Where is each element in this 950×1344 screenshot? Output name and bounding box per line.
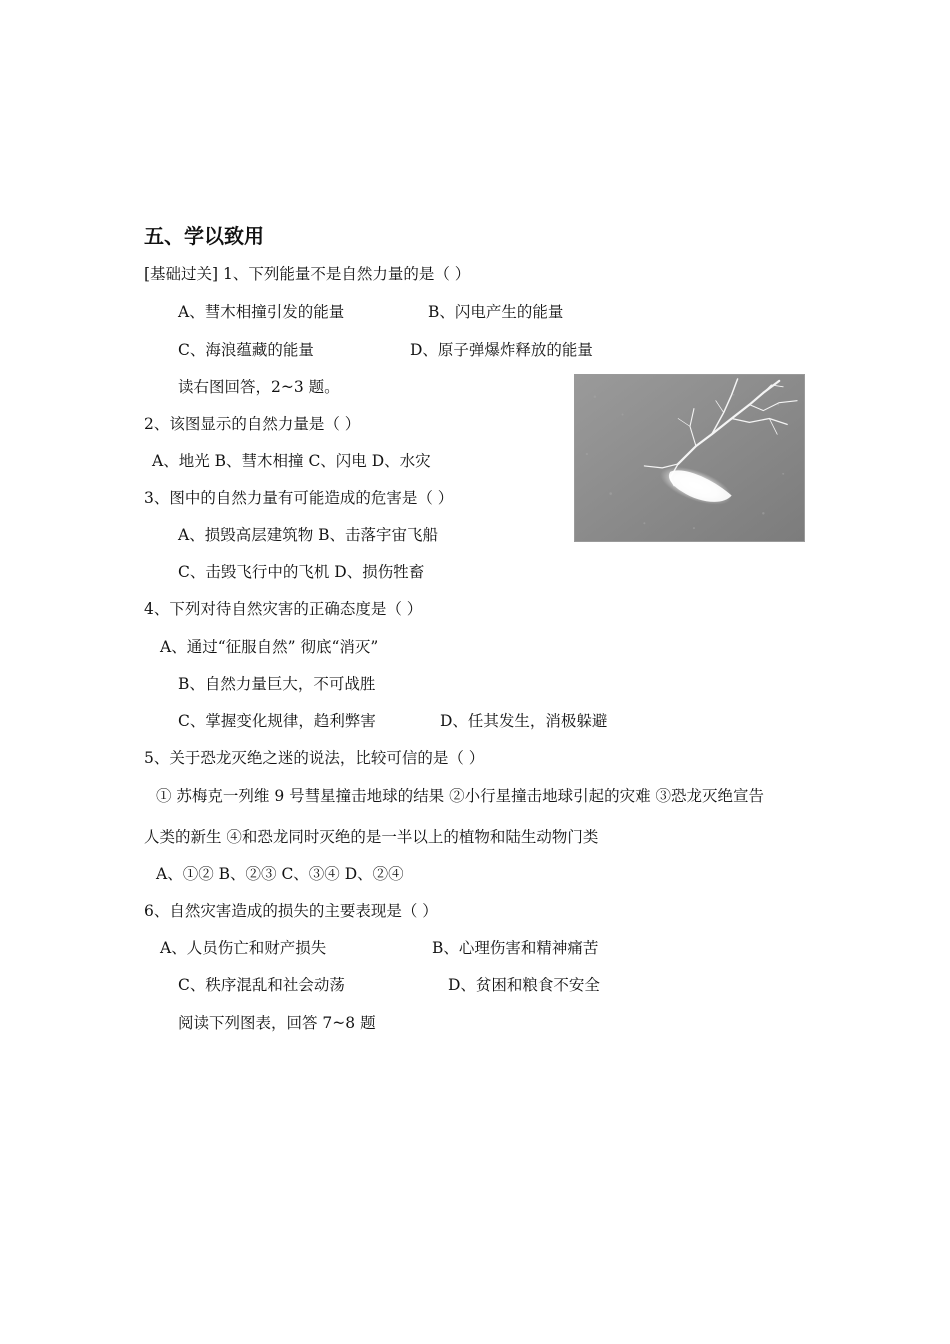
question-5-stem: 5、关于恐龙灭绝之迷的说法，比较可信的是（ ）: [144, 749, 485, 767]
question-3-stem: 3、图中的自然力量有可能造成的危害是（ ）: [144, 489, 454, 507]
question-3-options-cd: C、击毁飞行中的飞机 D、损伤牲畜: [178, 563, 425, 581]
question-5-options: A、①② B、②③ C、③④ D、②④: [156, 865, 404, 883]
question-1-option-c: C、海浪蕴藏的能量: [178, 341, 314, 359]
question-4-option-b: B、自然力量巨大，不可战胜: [178, 675, 376, 693]
question-6-option-c: C、秩序混乱和社会动荡: [178, 976, 345, 994]
question-4-stem: 4、下列对待自然灾害的正确态度是（ ）: [144, 600, 423, 618]
lightning-photo: [574, 374, 805, 542]
question-6-stem: 6、自然灾害造成的损失的主要表现是（ ）: [144, 902, 438, 920]
question-6-option-a: A、人员伤亡和财产损失: [160, 939, 327, 957]
question-6-option-d: D、贫困和粮食不安全: [448, 976, 600, 994]
lightning-photo-icon: [575, 375, 804, 541]
section-title: 五、学以致用: [144, 224, 264, 248]
question-4-option-d: D、任其发生，消极躲避: [440, 712, 608, 730]
question-5-statements-line-2: 人类的新生 ④和恐龙同时灭绝的是一半以上的植物和陆生动物门类: [144, 828, 599, 846]
question-4-option-a: A、通过“征服自然” 彻底“消灭”: [160, 638, 379, 656]
question-1-option-b: B、闪电产生的能量: [428, 303, 564, 321]
question-1-option-d: D、原子弹爆炸释放的能量: [410, 341, 593, 359]
question-2-options: A、地光 B、彗木相撞 C、闪电 D、水灾: [152, 452, 431, 470]
question-6-option-b: B、心理伤害和精神痛苦: [432, 939, 599, 957]
question-5-statements-line-1: ① 苏梅克一列维 9 号彗星撞击地球的结果 ②小行星撞击地球引起的灾难 ③恐龙灭绝宣告: [156, 787, 764, 805]
intro-questions-7-8: 阅读下列图表，回答 7~8 题: [178, 1014, 376, 1032]
question-3-options-ab: A、损毁高层建筑物 B、击落宇宙飞船: [178, 526, 439, 544]
question-4-option-c: C、掌握变化规律，趋利弊害: [178, 712, 376, 730]
question-2-stem: 2、该图显示的自然力量是（ ）: [144, 415, 361, 433]
question-1-stem: [基础过关] 1、下列能量不是自然力量的是（ ）: [144, 265, 471, 283]
question-1-option-a: A、彗木相撞引发的能量: [178, 303, 345, 321]
intro-questions-2-3: 读右图回答，2~3 题。: [178, 378, 340, 396]
